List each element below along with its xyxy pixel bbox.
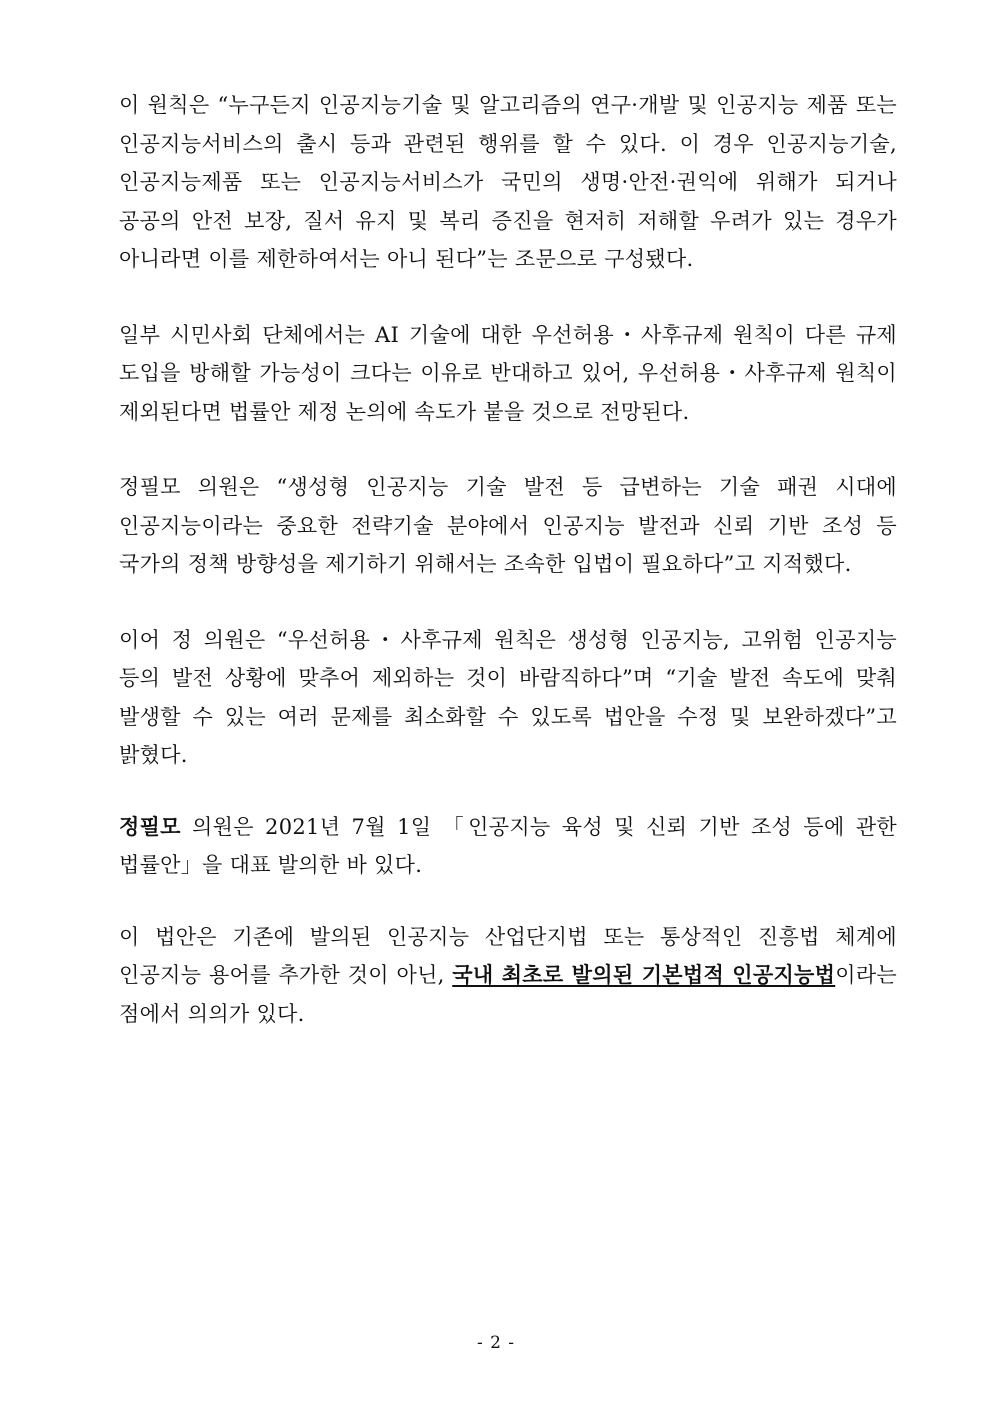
significance-text-after: 이라는 점에서 의의가 있다. xyxy=(119,963,897,1026)
paragraph-jung-followup: 이어 정 의원은 “우선허용・사후규제 원칙은 생성형 인공지능, 고위험 인공지능 등의 발전 상황에 맞추어 제외하는 것이 바람직하다”며 “기술 발전 속도에 맞춰 발생할 수 있는 여러 문제를 최소화할 수 있도록 법안을 수정 및 보완하겠다”고 밝혔다. xyxy=(119,627,897,767)
document-body xyxy=(119,86,897,1033)
paragraph-principle-clause: 이 원칙은 “누구든지 인공지능기술 및 알고리즘의 연구·개발 및 인공지능 제품 또는 인공지능서비스의 출시 등과 관련된 행위를 할 수 있다. 이 경우 인공지능기술, 인공지능제품 또는 인공지능서비스가 국민의 생명·안전·권익에 위해가 되거나 공공의 안전 보장, 질서 유지 및 복리 증진을 현저히 저해할 우려가 있는 경우가 아니라면 이를 제한하여서는 아니 된다”는 조문으로 구성됐다. xyxy=(119,93,897,271)
bill-proposal-text: 의원은 2021년 7월 1일 「인공지능 육성 및 신뢰 기반 조성 등에 관한 법률안」을 대표 발의한 바 있다. xyxy=(119,814,897,877)
lawmaker-name: 정필모 xyxy=(119,813,181,839)
significance-text-before: 이 법안은 기존에 발의된 인공지능 산업단지법 또는 통상적인 진흥법 체계에 인공지능 용어를 추가한 것이 아닌, xyxy=(119,924,897,987)
page-number: - 2 - xyxy=(476,1333,516,1353)
paragraph-bill-proposal xyxy=(119,808,897,885)
paragraph-bill-significance xyxy=(119,918,897,1034)
significance-emphasis: 국내 최초로 발의된 기본법적 인공지능법 xyxy=(452,962,836,987)
paragraph-civil-society: 일부 시민사회 단체에서는 AI 기술에 대한 우선허용・사후규제 원칙이 다른 규제 도입을 방해할 가능성이 크다는 이유로 반대하고 있어, 우선허용・사후규제 원칙이 제외된다면 법률안 제정 논의에 속도가 붙을 것으로 전망된다. xyxy=(119,322,897,424)
paragraph-jung-remark: 정필모 의원은 “생성형 인공지능 기술 발전 등 급변하는 기술 패권 시대에 인공지능이라는 중요한 전략기술 분야에서 인공지능 발전과 신뢰 기반 조성 등 국가의 정책 방향성을 제기하기 위해서는 조속한 입법이 필요하다”고 지적했다. xyxy=(119,475,897,576)
